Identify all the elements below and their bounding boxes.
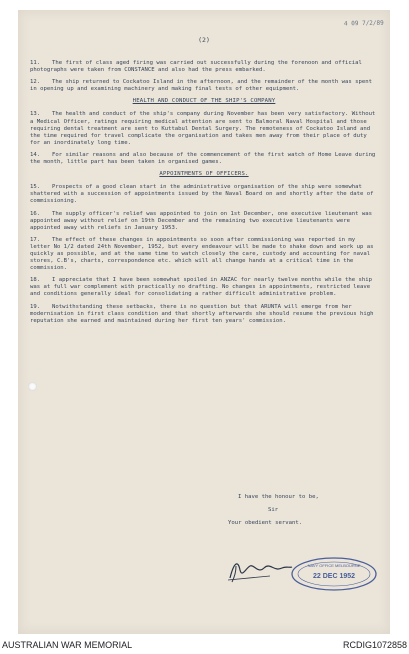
paragraph-number: 12. bbox=[30, 79, 41, 86]
closing-line: Your obedient servant. bbox=[228, 520, 303, 526]
paragraph bbox=[30, 211, 378, 232]
paragraph-number: 17. bbox=[30, 236, 41, 243]
closing-line: Sir bbox=[268, 507, 279, 513]
svg-text:NAVY OFFICE MELBOURNE: NAVY OFFICE MELBOURNE bbox=[307, 563, 361, 568]
punch-hole bbox=[28, 382, 37, 391]
closing-line: I have the honour to be, bbox=[238, 494, 319, 500]
heading-health-conduct: HEALTH AND CONDUCT OF THE SHIP'S COMPANY bbox=[132, 98, 276, 105]
paragraphs-mid bbox=[30, 111, 378, 166]
paragraph-number: 14. bbox=[30, 151, 41, 158]
paragraph bbox=[30, 79, 378, 93]
archive-footer bbox=[0, 634, 409, 654]
paragraphs-top bbox=[30, 60, 378, 93]
paragraph bbox=[30, 304, 378, 325]
paragraph-text: Prospects of a good clean start in the administrative organisation of the ship were somewhat shattered with a succession of appointments issued by the Naval Board on and shortly after the date of commissioning. bbox=[30, 184, 377, 205]
handwritten-signature bbox=[224, 556, 294, 584]
document-page bbox=[18, 10, 390, 634]
paragraph-text: The first of class aged firing was carried out successfully during the forenoon and official photographs were taken from CONSTANCE and also had the press embarked. bbox=[30, 60, 366, 74]
paragraph-text: The supply officer's relief was appointed to join on 1st December, one executive lieutenant was appointed away without relief on 19th December and the remaining two executive lieutenants were appointed away with reliefs in January 1953. bbox=[30, 210, 376, 231]
paragraph-number: 15. bbox=[30, 184, 41, 191]
svg-text:22 DEC 1952: 22 DEC 1952 bbox=[312, 573, 356, 580]
paragraph bbox=[30, 277, 378, 298]
paragraph-text: For similar reasons and also because of the commencement of the first watch of Home Leave during the month, little part has been taken in organised games. bbox=[30, 151, 379, 166]
paragraph bbox=[30, 184, 378, 205]
paragraph bbox=[30, 111, 378, 146]
footer-source: AUSTRALIAN WAR MEMORIAL bbox=[2, 640, 133, 650]
closing-block bbox=[228, 494, 319, 527]
paragraph-text: Notwithstanding these setbacks, there is no question but that ARUNTA will emerge from her modernisation in first class condition and that shortly afterwards she should resume the previous high reputation she earned and maintained during her first ten years' commission. bbox=[30, 303, 377, 324]
date-stamp bbox=[290, 556, 378, 592]
paragraph bbox=[30, 152, 378, 166]
reference-number: 4 09 7/2/89 bbox=[344, 19, 385, 28]
document-body bbox=[30, 60, 378, 330]
paragraph-number: 18. bbox=[30, 277, 41, 284]
footer-id: RCDIG1072858 bbox=[342, 640, 407, 650]
paragraph-number: 19. bbox=[30, 303, 41, 310]
paragraph-number: 11. bbox=[30, 60, 41, 66]
paragraph-number: 13. bbox=[30, 111, 41, 118]
paragraph-text: The health and conduct of the ship's company during November has been very satisfactory. Without a Medical Officer, ratings requiring medical attention are sent to Balmoral Naval Hospital and those requiring dental treatment are sent to Kuttabul Dental Surgery. The remoteness of Cockatoo Island and the time required for travel complicate the organisation and takes men away from their place of duty for an inordinately long time. bbox=[30, 111, 379, 146]
paragraph-text: The effect of these changes in appointments so soon after commissioning was reported in my letter No 1/2 dated 24th November, 1952, but every endeavour will be made to shake down and work up as quickly as possible, and at the same time to watch closely the care, custody and accounting for naval stores, C.B's, charts, correspondence etc. which will all change hands at a critical time in the commission. bbox=[30, 236, 377, 272]
heading-appointments: APPOINTMENTS OF OFFICERS. bbox=[159, 171, 249, 178]
paragraph bbox=[30, 237, 378, 272]
paragraph-text: The ship returned to Cockatoo Island in the afternoon, and the remainder of the month was spent in opening up and examining machinery and making final tests of other equipment. bbox=[30, 79, 376, 93]
paragraph-text: I appreciate that I have been somewhat spoiled in ANZAC for nearly twelve months while the ship was at full war complement with practically no drafting. No changes in appointments, restricted leave and conditions generally ideal for consolidating a rather difficult administrative problem. bbox=[30, 277, 376, 298]
paragraph-number: 16. bbox=[30, 210, 41, 217]
paragraph bbox=[30, 60, 378, 74]
paragraphs-bottom bbox=[30, 184, 378, 325]
page-number: (2) bbox=[198, 36, 210, 44]
